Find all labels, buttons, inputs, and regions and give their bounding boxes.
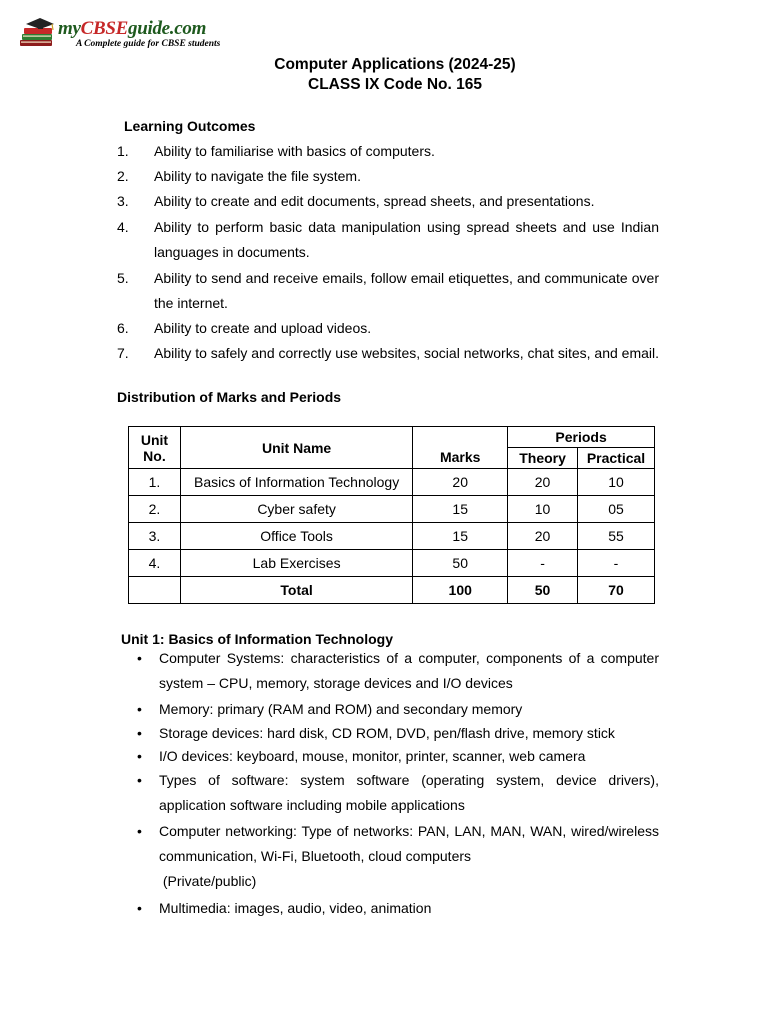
outcome-number: 7. [117, 345, 129, 361]
header-practical: Practical [578, 448, 655, 469]
marks-distribution-table [128, 426, 655, 604]
learning-outcomes-heading: Learning Outcomes [124, 118, 256, 134]
outcome-item: Ability to create and upload videos. [154, 320, 372, 336]
cell-marks: 15 [413, 496, 508, 523]
cell-marks: 50 [413, 550, 508, 577]
bullet-icon: • [137, 701, 142, 717]
cell-unit-no: 4. [129, 550, 181, 577]
cell-marks: 20 [413, 469, 508, 496]
logo-tagline: A Complete guide for CBSE students [76, 39, 221, 49]
outcome-item: Ability to perform basic data manipulation using spread sheets and use Indian languages in documents. [154, 219, 659, 260]
list-item: Storage devices: hard disk, CD ROM, DVD, pen/flash drive, memory stick [159, 725, 615, 741]
cell-unit-no: 1. [129, 469, 181, 496]
table-row [129, 469, 655, 496]
list-item: Memory: primary (RAM and ROM) and secondary memory [159, 701, 523, 717]
logo-brand: myCBSEguide.com [58, 18, 207, 39]
outcome-item: Ability to send and receive emails, follow email etiquettes, and communicate over the internet. [154, 270, 659, 311]
list-item: Computer Systems: characteristics of a computer, components of a computer system – CPU, memory, storage devices and I/O devices [159, 650, 659, 691]
cell-marks: 15 [413, 523, 508, 550]
outcome-item: Ability to safely and correctly use websites, social networks, chat sites, and email. [154, 345, 659, 361]
page-subtitle: CLASS IX Code No. 165 [308, 76, 482, 93]
bullet-icon: • [137, 823, 142, 839]
cell-practical: - [578, 550, 655, 577]
header-periods: Periods [508, 427, 655, 448]
cell-unit-name: Office Tools [180, 523, 412, 550]
outcome-number: 6. [117, 320, 129, 336]
cell-theory: 20 [508, 523, 578, 550]
header-marks: Marks [413, 427, 508, 469]
unit1-heading: Unit 1: Basics of Information Technology [121, 631, 393, 647]
outcome-number: 2. [117, 168, 129, 184]
outcome-number: 1. [117, 143, 129, 159]
cell-total-practical: 70 [578, 577, 655, 604]
bullet-icon: • [137, 748, 142, 764]
cell-total-marks: 100 [413, 577, 508, 604]
cell-practical: 05 [578, 496, 655, 523]
distribution-heading: Distribution of Marks and Periods [117, 389, 342, 405]
cell-total-label: Total [180, 577, 412, 604]
bullet-icon: • [137, 772, 142, 788]
list-item: Multimedia: images, audio, video, animation [159, 900, 432, 916]
site-logo[interactable] [18, 16, 221, 52]
outcome-number: 5. [117, 270, 129, 286]
cell-total-theory: 50 [508, 577, 578, 604]
cell-practical: 10 [578, 469, 655, 496]
cell-theory: 10 [508, 496, 578, 523]
outcome-item: Ability to create and edit documents, spread sheets, and presentations. [154, 193, 595, 209]
list-item: Types of software: system software (operating system, device drivers), application software including mobile applications [159, 772, 659, 813]
list-item: I/O devices: keyboard, mouse, monitor, printer, scanner, web camera [159, 748, 586, 764]
cell-theory: 20 [508, 469, 578, 496]
table-row [129, 523, 655, 550]
table-row [129, 550, 655, 577]
cell-unit-name: Lab Exercises [180, 550, 412, 577]
cell-empty [129, 577, 181, 604]
page-title: Computer Applications (2024-25) [274, 56, 516, 73]
header-theory: Theory [508, 448, 578, 469]
list-item: Computer networking: Type of networks: PAN, LAN, MAN, WAN, wired/wireless communication, Wi-Fi, Bluetooth, cloud computers (Private/public) [159, 823, 659, 889]
cell-unit-no: 3. [129, 523, 181, 550]
header-unit-name: Unit Name [180, 427, 412, 469]
bullet-icon: • [137, 725, 142, 741]
bullet-icon: • [137, 900, 142, 916]
cell-unit-no: 2. [129, 496, 181, 523]
outcome-number: 3. [117, 193, 129, 209]
books-graduation-cap-icon [18, 16, 58, 50]
table-row [129, 496, 655, 523]
cell-unit-name: Basics of Information Technology [180, 469, 412, 496]
bullet-icon: • [137, 650, 142, 666]
outcome-item: Ability to navigate the file system. [154, 168, 361, 184]
cell-theory: - [508, 550, 578, 577]
header-unit-no: Unit No. [129, 427, 181, 469]
cell-unit-name: Cyber safety [180, 496, 412, 523]
outcome-item: Ability to familiarise with basics of computers. [154, 143, 435, 159]
table-total-row [129, 577, 655, 604]
cell-practical: 55 [578, 523, 655, 550]
outcome-number: 4. [117, 219, 129, 235]
